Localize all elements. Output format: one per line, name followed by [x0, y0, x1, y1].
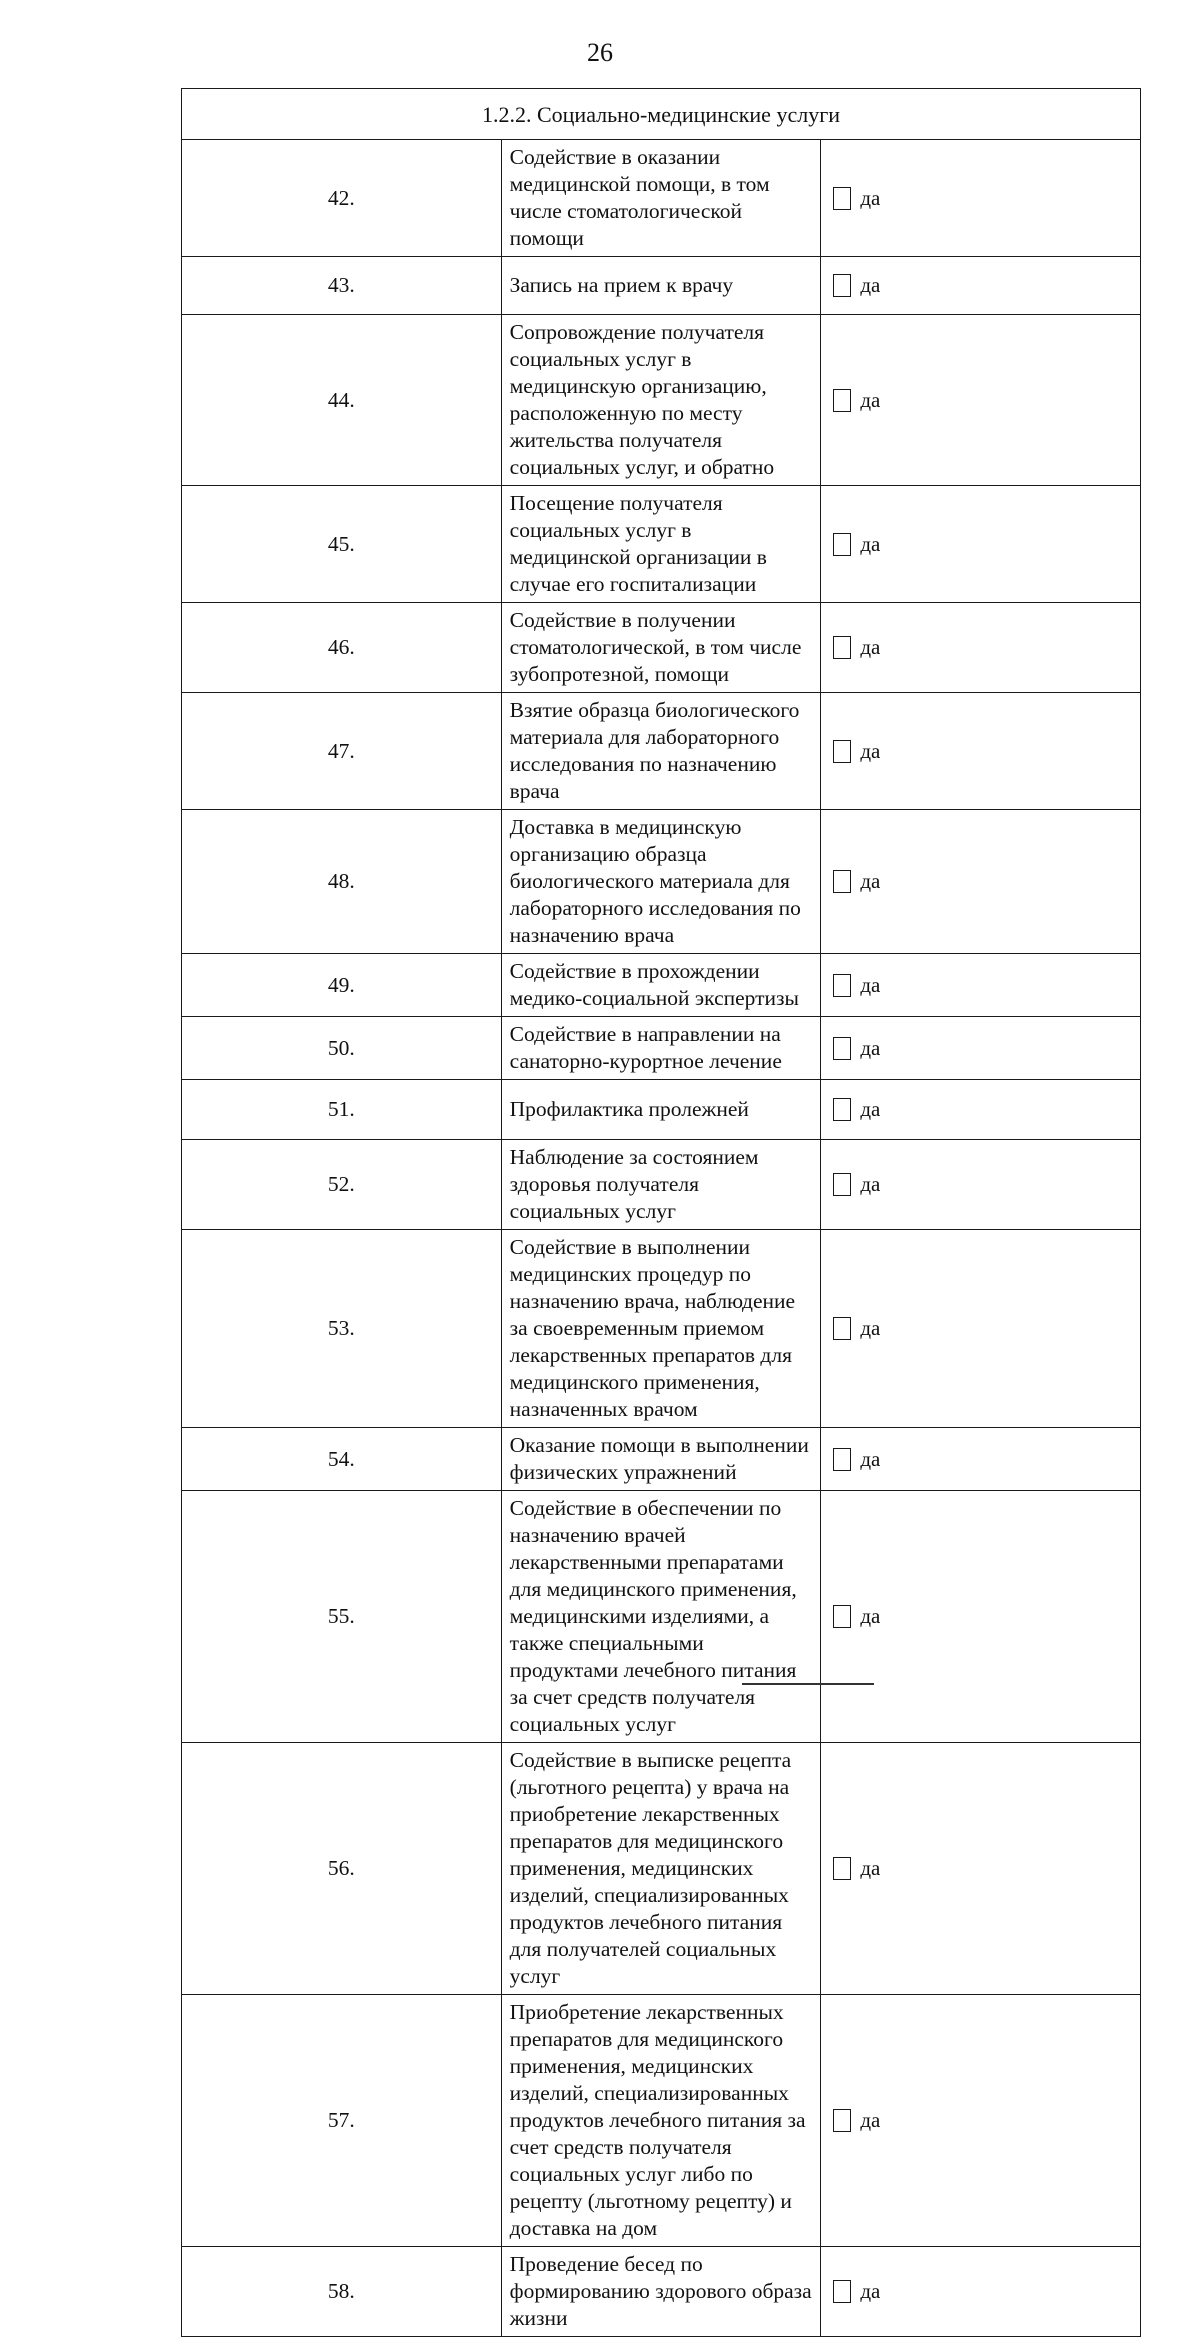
checkbox-cell [821, 140, 1141, 257]
checkbox[interactable] [833, 533, 851, 556]
checkbox[interactable] [833, 1857, 851, 1880]
checkbox-label: да [860, 273, 881, 297]
checkbox-label: да [860, 1446, 881, 1471]
table-row [182, 1995, 1141, 2247]
checkbox-cell [821, 810, 1141, 954]
checkbox-cell [821, 1743, 1141, 1995]
service-description: Содействие в выписке рецепта (льготного рецепта) у врача на приобретение лекарственных препаратов для медицинского применения, медицинских изделий, специализированных продуктов лечебного питания для получателей социальных услуг [501, 1743, 821, 1995]
row-number: 52. [182, 1140, 502, 1230]
checkbox-group [821, 531, 1140, 558]
table-row [182, 693, 1141, 810]
service-description: Содействие в направлении на санаторно-курортное лечение [501, 1017, 821, 1080]
checkbox[interactable] [833, 740, 851, 763]
table-row [182, 810, 1141, 954]
checkbox-label: да [860, 387, 881, 412]
row-number: 57. [182, 1995, 502, 2247]
checkbox[interactable] [833, 1098, 851, 1121]
checkbox-cell [821, 2247, 1141, 2337]
checkbox-cell [821, 1230, 1141, 1428]
checkbox-cell [821, 1140, 1141, 1230]
service-description: Профилактика пролежней [501, 1080, 821, 1140]
checkbox-group [821, 1035, 1140, 1062]
checkbox-label: да [860, 869, 881, 893]
service-description: Содействие в обеспечении по назначению врачей лекарственными препаратами для медицинского применения, медицинскими изделиями, а также специальными продуктами лечебного питания за счет средств получателя социальных услуг [501, 1491, 821, 1743]
checkbox-group [821, 1855, 1140, 1882]
checkbox-group [821, 1603, 1140, 1630]
service-description: Содействие в оказании медицинской помощи, в том числе стоматологической помощи [501, 140, 821, 257]
checkbox-label: да [860, 1035, 881, 1060]
table-row [182, 1428, 1141, 1491]
checkbox[interactable] [833, 974, 851, 997]
checkbox-group [821, 2107, 1140, 2134]
footer-mark [742, 1683, 874, 1685]
checkbox-group [821, 738, 1140, 765]
checkbox[interactable] [833, 870, 851, 893]
checkbox[interactable] [833, 2280, 851, 2303]
row-number: 54. [182, 1428, 502, 1491]
row-number: 49. [182, 954, 502, 1017]
row-number: 45. [182, 486, 502, 603]
checkbox-cell [821, 954, 1141, 1017]
checkbox-group [821, 1446, 1140, 1473]
checkbox[interactable] [833, 274, 851, 297]
table-row [182, 486, 1141, 603]
checkbox-cell [821, 1491, 1141, 1743]
row-number: 43. [182, 257, 502, 315]
row-number: 53. [182, 1230, 502, 1428]
checkbox-cell [821, 1080, 1141, 1140]
service-description: Взятие образца биологического материала для лабораторного исследования по назначению врача [501, 693, 821, 810]
checkbox[interactable] [833, 1173, 851, 1196]
checkbox[interactable] [833, 636, 851, 659]
checkbox-group [821, 972, 1140, 999]
checkbox-label: да [860, 1097, 881, 1121]
checkbox-cell [821, 693, 1141, 810]
table-row [182, 1230, 1141, 1428]
service-description: Содействие в выполнении медицинских процедур по назначению врача, наблюдение за своевременным приемом лекарственных препаратов для медицинского применения, назначенных врачом [501, 1230, 821, 1428]
services-table [181, 88, 1141, 2337]
row-number: 50. [182, 1017, 502, 1080]
row-number: 51. [182, 1080, 502, 1140]
section-title: 1.2.2. Социально-медицинские услуги [182, 89, 1141, 140]
checkbox-group [821, 868, 1140, 895]
checkbox-cell [821, 1017, 1141, 1080]
checkbox[interactable] [833, 1037, 851, 1060]
checkbox-group [821, 1096, 1140, 1123]
checkbox-label: да [860, 1316, 881, 1340]
checkbox-cell [821, 486, 1141, 603]
checkbox[interactable] [833, 389, 851, 412]
checkbox-label: да [860, 738, 881, 763]
checkbox-group [821, 2278, 1140, 2305]
checkbox-label: да [860, 635, 881, 659]
service-description: Проведение бесед по формированию здорового образа жизни [501, 2247, 821, 2337]
service-description: Содействие в прохождении медико-социальной экспертизы [501, 954, 821, 1017]
service-description: Запись на прием к врачу [501, 257, 821, 315]
checkbox-cell [821, 1428, 1141, 1491]
checkbox-label: да [860, 2108, 881, 2132]
table-row [182, 1080, 1141, 1140]
row-number: 47. [182, 693, 502, 810]
row-number: 42. [182, 140, 502, 257]
checkbox-label: да [860, 1856, 881, 1880]
checkbox-label: да [860, 972, 881, 997]
table-row [182, 954, 1141, 1017]
service-description: Доставка в медицинскую организацию образца биологического материала для лабораторного исследования по назначению врача [501, 810, 821, 954]
service-description: Наблюдение за состоянием здоровья получателя социальных услуг [501, 1140, 821, 1230]
table-row [182, 1491, 1141, 1743]
service-description: Сопровождение получателя социальных услуг в медицинскую организацию, расположенную по месту жительства получателя социальных услуг, и обратно [501, 315, 821, 486]
checkbox-group [821, 1315, 1140, 1342]
checkbox-cell [821, 315, 1141, 486]
page-number: 26 [587, 38, 613, 67]
section-header-row [182, 89, 1141, 140]
checkbox-group [821, 387, 1140, 414]
checkbox[interactable] [833, 1317, 851, 1340]
checkbox[interactable] [833, 1605, 851, 1628]
service-description: Оказание помощи в выполнении физических упражнений [501, 1428, 821, 1491]
table-row [182, 140, 1141, 257]
checkbox-label: да [860, 1604, 881, 1628]
row-number: 44. [182, 315, 502, 486]
checkbox-group [821, 1171, 1140, 1198]
table-row [182, 1017, 1141, 1080]
checkbox-cell [821, 257, 1141, 315]
table-row [182, 257, 1141, 315]
row-number: 48. [182, 810, 502, 954]
table-row [182, 1743, 1141, 1995]
checkbox[interactable] [833, 2109, 851, 2132]
row-number: 46. [182, 603, 502, 693]
checkbox-label: да [860, 531, 881, 556]
table-row [182, 2247, 1141, 2337]
checkbox[interactable] [833, 187, 851, 210]
checkbox[interactable] [833, 1448, 851, 1471]
checkbox-group [821, 272, 1140, 299]
checkbox-cell [821, 603, 1141, 693]
row-number: 55. [182, 1491, 502, 1743]
row-number: 58. [182, 2247, 502, 2337]
checkbox-label: да [860, 1172, 881, 1196]
checkbox-cell [821, 1995, 1141, 2247]
table-row [182, 1140, 1141, 1230]
service-description: Содействие в получении стоматологической, в том числе зубопротезной, помощи [501, 603, 821, 693]
row-number: 56. [182, 1743, 502, 1995]
service-description: Посещение получателя социальных услуг в медицинской организации в случае его госпитализации [501, 486, 821, 603]
checkbox-group [821, 634, 1140, 661]
table-row [182, 315, 1141, 486]
table-row [182, 603, 1141, 693]
service-description: Приобретение лекарственных препаратов для медицинского применения, медицинских изделий, специализированных продуктов лечебного питания за счет средств получателя социальных услуг либо по рецепту (льготному рецепту) и доставка на дом [501, 1995, 821, 2247]
checkbox-label: да [860, 2279, 881, 2303]
checkbox-label: да [860, 185, 881, 210]
checkbox-group [821, 185, 1140, 212]
